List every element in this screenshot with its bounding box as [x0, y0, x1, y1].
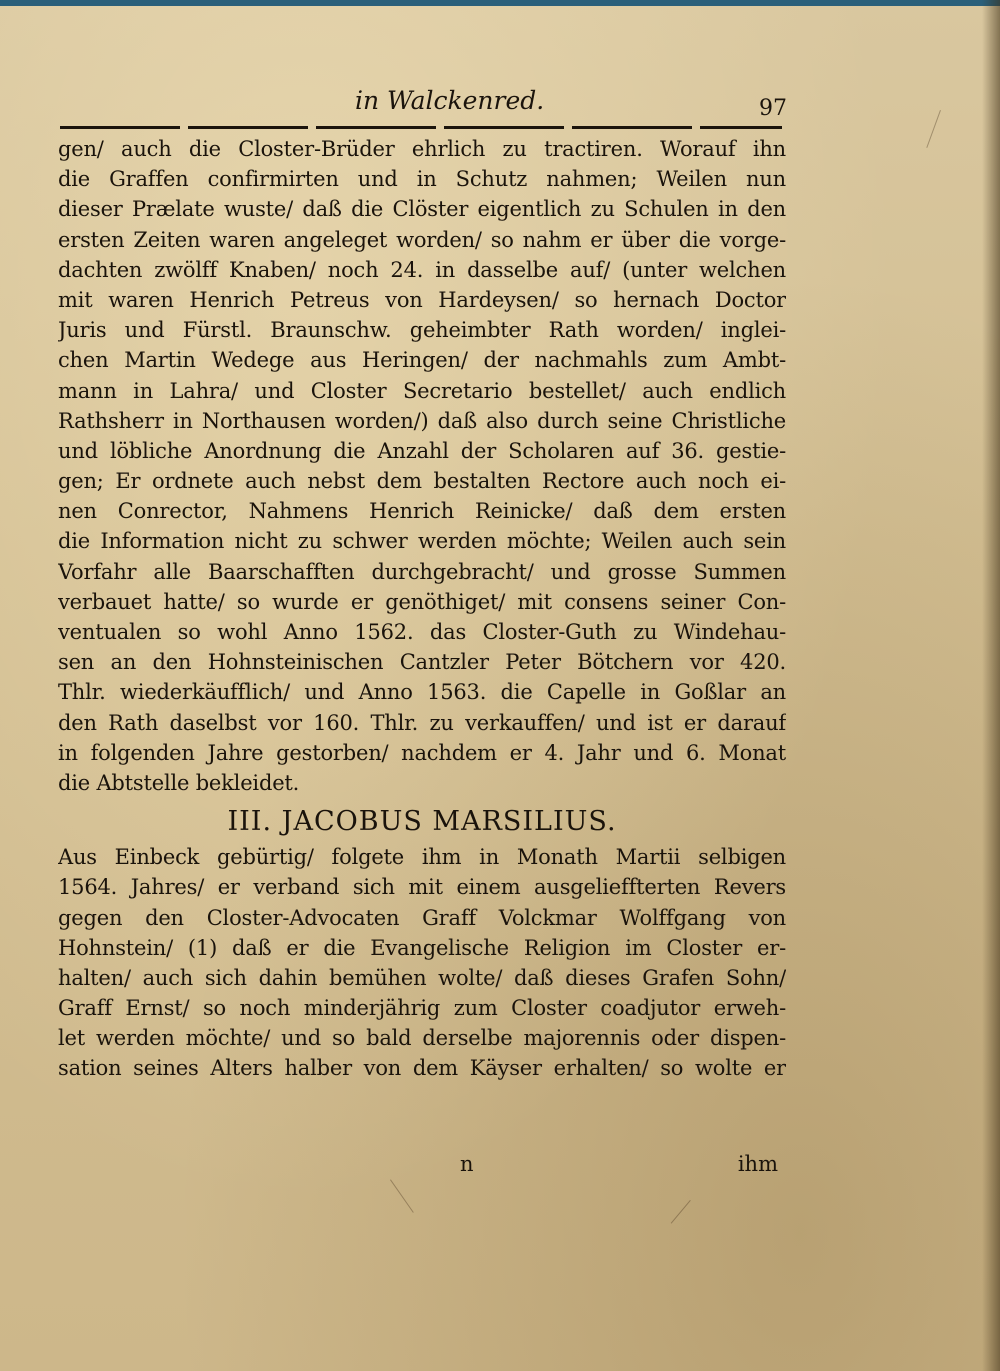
text-line: und löbliche Anordnung die Anzahl der Scholaren auf 36. gestie- [58, 438, 786, 463]
paper-scratch [926, 110, 941, 148]
text-line: ventualen so wohl Anno 1562. das Closter-Guth zu Windehau- [58, 620, 786, 644]
text-line: gen/ auch die Closter-Brüder ehrlich zu tractiren. Worauf ihn [58, 137, 786, 161]
section-heading: III. JACOBUS MARSILIUS. [227, 806, 617, 838]
text-line: dieser Prælate wuste/ daß die Clöster eigentlich zu Schulen in den [58, 197, 786, 222]
text-line: gegen den Closter-Advocaten Graff Volckmar Wolffgang von [58, 905, 786, 930]
text-line: ersten Zeiten waren angeleget worden/ so nahm er über die vorge- [58, 227, 786, 252]
text-line: Thlr. wiederkäufflich/ und Anno 1563. die Capelle in Goßlar an [58, 680, 786, 705]
paragraph-1 [58, 134, 786, 798]
text-line: mann in Lahra/ und Closter Secretario bestellet/ auch endlich [58, 378, 786, 403]
paper-scratch [390, 1179, 414, 1212]
paper-scratch [671, 1200, 691, 1224]
text-line: Hohnstein/ (1) daß er die Evangelische Religion im Closter er- [58, 935, 786, 960]
page-footer [58, 1152, 782, 1182]
text-line: Juris und Fürstl. Braunschw. geheimbter Rath worden/ inglei- [58, 318, 786, 343]
text-line: verbauet hatte/ so wurde er genöthiget/ mit consens seiner Con- [58, 589, 786, 614]
page-number: 97 [759, 96, 787, 121]
text-line: die Graffen confirmirten und in Schutz nahmen; Weilen nun [58, 167, 786, 192]
text-line: sation seines Alters halber von dem Käyser erhalten/ so wolte er [58, 1056, 786, 1081]
text-line: chen Martin Wedege aus Heringen/ der nachmahls zum Ambt- [58, 348, 786, 373]
text-line: gen; Er ordnete auch nebst dem bestalten Rectore auch noch ei- [58, 469, 786, 494]
page-body [58, 134, 786, 1084]
page-gutter-shadow [982, 0, 1000, 1371]
text-line: in folgenden Jahre gestorben/ nachdem er 4. Jahr und 6. Monat [58, 740, 786, 765]
header-rule [60, 126, 782, 129]
text-line: dachten zwölff Knaben/ noch 24. in dasselbe auf/ (unter welchen [58, 257, 786, 282]
text-line: Rathsherr in Northausen worden/) daß also durch seine Christliche [58, 408, 786, 433]
text-line: sen an den Hohnsteinischen Cantzler Peter Bötchern vor 420. [58, 650, 786, 675]
text-line: den Rath daselbst vor 160. Thlr. zu verkauffen/ und ist er darauf [58, 710, 786, 735]
text-line: Vorfahr alle Baarschafften durchgebracht/ und grosse Summen [58, 559, 786, 584]
paragraph-2 [58, 842, 786, 1084]
text-line: Graff Ernst/ so noch minderjährig zum Closter coadjutor erweh- [58, 996, 786, 1021]
text-line: mit waren Henrich Petreus von Hardeysen/ so hernach Doctor [58, 287, 786, 312]
text-line: 1564. Jahres/ er verband sich mit einem ausgelieffterten Revers [58, 875, 786, 900]
text-line: Aus Einbeck gebürtig/ folgete ihm in Monath Martii selbigen [58, 845, 786, 870]
page-header [60, 86, 795, 126]
running-head: in Walckenred. [355, 86, 545, 115]
text-line: die Abtstelle bekleidet. [58, 770, 300, 795]
text-line: halten/ auch sich dahin bemühen wolte/ daß dieses Grafen Sohn/ [58, 965, 786, 990]
text-line: nen Conrector, Nahmens Henrich Reinicke/ daß dem ersten [58, 499, 786, 524]
text-line: die Information nicht zu schwer werden möchte; Weilen auch sein [58, 529, 786, 554]
catchword: ihm [737, 1152, 778, 1176]
text-line: let werden möchte/ und so bald derselbe majorennis oder dispen- [58, 1026, 786, 1051]
scan-top-edge [0, 0, 1000, 6]
signature-mark: n [460, 1152, 474, 1176]
